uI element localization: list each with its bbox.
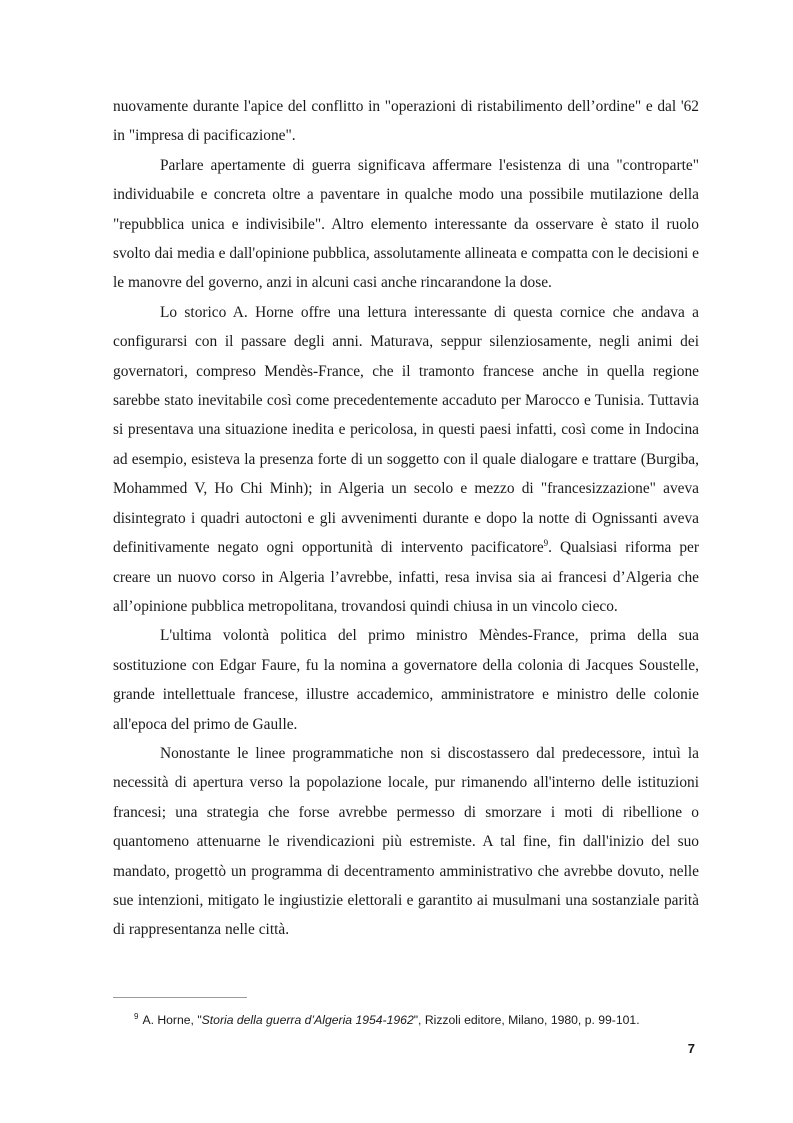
paragraph-3-text-before-note: Lo storico A. Horne offre una lettura interessante di questa cornice che andava a configurarsi con il passare degli anni. Maturava, seppur silenziosamente, negli animi dei governatori, compreso Mendès-France, che il tramonto francese anche in quella regione sarebbe stato inevitabile così come precedentemente accaduto per Marocco e Tunisia. Tuttavia si presentava una situazione inedita e pericolosa, in questi paesi infatti, così come in Indocina ad esempio, esisteva la presenza forte di un soggetto con il quale dialogare e trattare (Burgiba, Mohammed V, Ho Chi Minh); in Algeria un secolo e mezzo di "francesizzazione" aveva disintegrato i quadri autoctoni e gli avvenimenti durante e dopo la notte di Ognissanti aveva definitivamente negato ogni opportunità di intervento pacificatore	[113, 303, 699, 557]
footnote-prefix: A. Horne, "	[142, 1013, 202, 1027]
page-number: 7	[687, 1041, 695, 1056]
footnote-book-title: Storia della guerra d’Algeria 1954-1962	[201, 1013, 414, 1027]
footnote-suffix: ", Rizzoli editore, Milano, 1980, p. 99-101.	[413, 1013, 640, 1027]
paragraph-2: Parlare apertamente di guerra significava affermare l'esistenza di una "controparte" individuabile e concreta oltre a paventare in qualche modo una possibile mutilazione della "repubblica unica e indivisibile". Altro elemento interessante da osservare è stato il ruolo svolto dai media e dall'opinione pubblica, assolutamente allineata e compatta con le decisioni e le manovre del governo, anzi in alcuni casi anche rincarandone la dose.	[113, 156, 699, 292]
body-text	[113, 92, 699, 945]
paragraph-3-text-after-note: . Qualsiasi riforma per creare un nuovo corso in Algeria l’avrebbe, infatti, resa invisa sia ai francesi d’Algeria che all’opinione pubblica metropolitana, trovandosi quindi chiusa in un vincolo cieco.	[113, 539, 699, 615]
paragraph-3	[113, 298, 699, 621]
footnote-number: 9	[134, 1011, 139, 1021]
footnote-separator	[113, 997, 247, 998]
paragraph-4: L'ultima volontà politica del primo ministro Mèndes-France, prima della sua sostituzione con Edgar Faure, fu la nomina a governatore della colonia di Jacques Soustelle, grande intellettuale francese, illustre accademico, amministratore e ministro delle colonie all'epoca del primo de Gaulle.	[113, 627, 699, 733]
footnote	[134, 1012, 694, 1028]
paragraph-5: Nonostante le linee programmatiche non si discostassero dal predecessore, intuì la necessità di apertura verso la popolazione locale, pur rimanendo all'interno delle istituzioni francesi; una strategia che forse avrebbe permesso di smorzare i moti di ribellione o quantomeno attenuarne le rivendicazioni più estremiste. A tal fine, fin dall'inizio del suo mandato, progettò un programma di decentramento amministrativo che avrebbe dovuto, nelle sue intenzioni, mitigato le ingiustizie elettorali e garantito ai musulmani una sostanziale parità di rappresentanza nelle città.	[113, 744, 699, 939]
footnote-reference[interactable]: 9	[543, 537, 549, 548]
paragraph-1: nuovamente durante l'apice del conflitto in "operazioni di ristabilimento dell’ordine" e dal '62 in "impresa di pacificazione".	[113, 98, 699, 145]
